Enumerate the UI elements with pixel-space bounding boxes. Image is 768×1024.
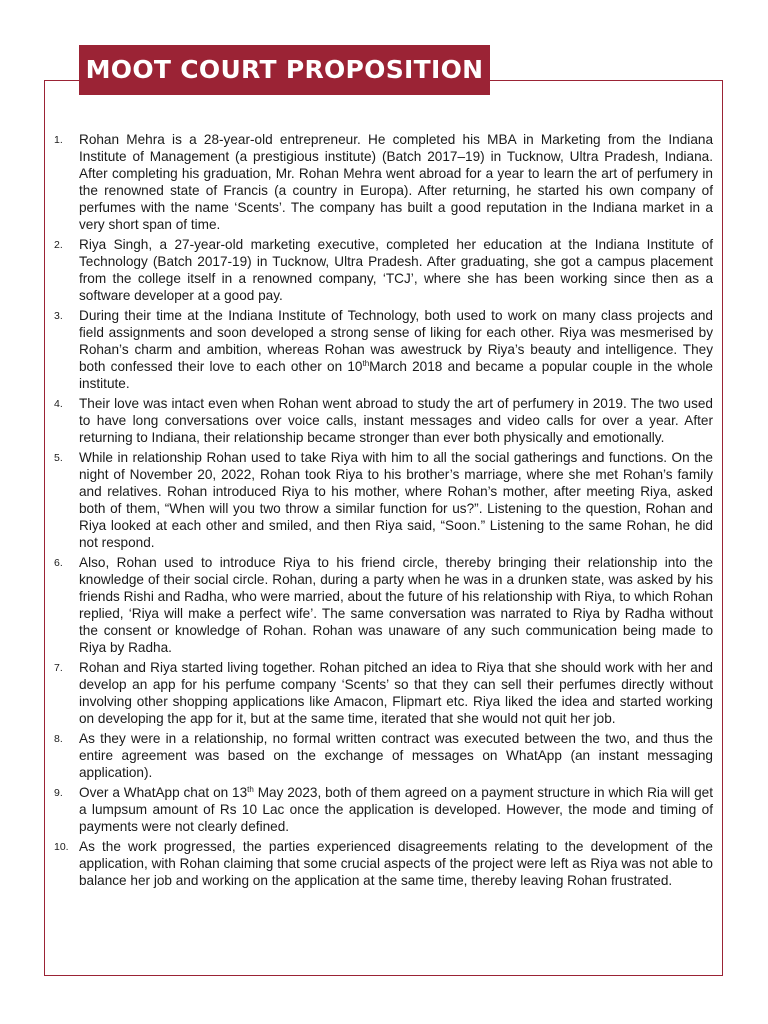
list-item xyxy=(48,131,713,233)
item-number: 6. xyxy=(54,557,63,569)
item-text xyxy=(79,784,713,835)
item-text: Rohan Mehra is a 28-year-old entrepreneur. He completed his MBA in Marketing from the Indiana Institute of Management (a prestigious institute) (Batch 2017–19) in Tucknow, Ultra Pradesh, Indiana. After completing his graduation, Mr. Rohan Mehra went abroad for a year to learn the art of perfumery in the renowned state of Francis (a country in Europa). After returning, he started his own company of perfumes with the name ‘Scents’. The company has built a good reputation in the Indiana market in a very short span of time. xyxy=(79,132,713,232)
list-item xyxy=(48,554,713,656)
list-item xyxy=(48,784,713,835)
item-number: 7. xyxy=(54,662,63,674)
list-item xyxy=(48,449,713,551)
item-text: Riya Singh, a 27-year-old marketing executive, completed her education at the Indiana Institute of Technology (Batch 2017-19) in Tucknow, Ultra Pradesh. After graduating, she got a campus placement from the college itself in a renowned company, ‘TCJ’, where she has been working since then as a software developer at a good pay. xyxy=(79,237,713,303)
item-number: 9. xyxy=(54,787,63,799)
item-text: Rohan and Riya started living together. Rohan pitched an idea to Riya that she should work with her and develop an app for his perfume company ‘Scents’ so that they can sell their perfumes directly without involving other shopping applications like Amacon, Flipmart etc. Riya liked the idea and started working on developing the app for it, but at the same time, iterated that she would not quit her job. xyxy=(79,660,713,726)
list-item xyxy=(48,659,713,727)
item-text: While in relationship Rohan used to take Riya with him to all the social gatherings and functions. On the night of November 20, 2022, Rohan took Riya to his brother’s marriage, where she met Rohan’s family and relatives. Rohan introduced Riya to his mother, where Rohan’s mother, after meeting Riya, asked both of them, “When will you two throw a similar function for us?”. Listening to the question, Rohan and Riya looked at each other and smiled, and then Riya said, “Soon.” Listening to the same Rohan, he did not respond. xyxy=(79,450,713,550)
item-text: As the work progressed, the parties experienced disagreements relating to the development of the application, with Rohan claiming that some crucial aspects of the project were left as Riya was not able to balance her job and working on the application at the same time, thereby leaving Rohan frustrated. xyxy=(79,839,713,888)
list-item xyxy=(48,236,713,304)
list-item xyxy=(48,730,713,781)
list-item xyxy=(48,307,713,392)
item-text-part: Over a WhatApp chat on 13 xyxy=(79,785,248,800)
superscript: th xyxy=(247,785,254,794)
item-text: Their love was intact even when Rohan went abroad to study the art of perfumery in 2019. The two used to have long conversations over voice calls, instant messages and video calls for over a year. After returning to Indiana, their relationship became stronger than ever both physically and emotionally. xyxy=(79,396,713,445)
item-text-part: March 2018 and became a popular couple in the whole institute. xyxy=(79,359,713,391)
item-number: 2. xyxy=(54,239,63,251)
item-text: Also, Rohan used to introduce Riya to his friend circle, thereby bringing their relationship into the knowledge of their social circle. Rohan, during a party when he was in a drunken state, was asked by his friends Rishi and Radha, who were married, about the future of his relationship with Riya, to which Rohan replied, ‘Riya will make a perfect wife’. The same conversation was narrated to Riya by Radha without the consent or knowledge of Rohan. Rohan was unaware of any such communication being made to Riya by Radha. xyxy=(79,555,713,655)
item-number: 8. xyxy=(54,733,63,745)
page-title: MOOT COURT PROPOSITION xyxy=(79,45,490,95)
list-item xyxy=(48,838,713,889)
list-item xyxy=(48,395,713,446)
item-number: 3. xyxy=(54,310,63,322)
superscript: th xyxy=(362,359,370,368)
proposition-list xyxy=(48,131,713,892)
item-text: As they were in a relationship, no formal written contract was executed between the two, and thus the entire agreement was based on the exchange of messages on WhatApp (an instant messaging application). xyxy=(79,731,713,780)
item-text-part: May 2023, both of them agreed on a payment structure in which Ria will get a lumpsum amount of Rs 10 Lac once the application is developed. However, the mode and timing of payments were not clearly defined. xyxy=(79,785,713,834)
item-number: 10. xyxy=(54,841,69,853)
item-number: 5. xyxy=(54,452,63,464)
item-number: 4. xyxy=(54,398,63,410)
item-text xyxy=(79,307,713,392)
item-number: 1. xyxy=(54,134,63,146)
item-text-part: During their time at the Indiana Institute of Technology, both used to work on many class projects and field assignments and soon developed a strong sense of liking for each other. Riya was mesmerised by Rohan’s charm and ambition, whereas Rohan was awestruck by Riya’s beauty and intelligence. They both confessed their love to each other on 10 xyxy=(79,308,713,374)
